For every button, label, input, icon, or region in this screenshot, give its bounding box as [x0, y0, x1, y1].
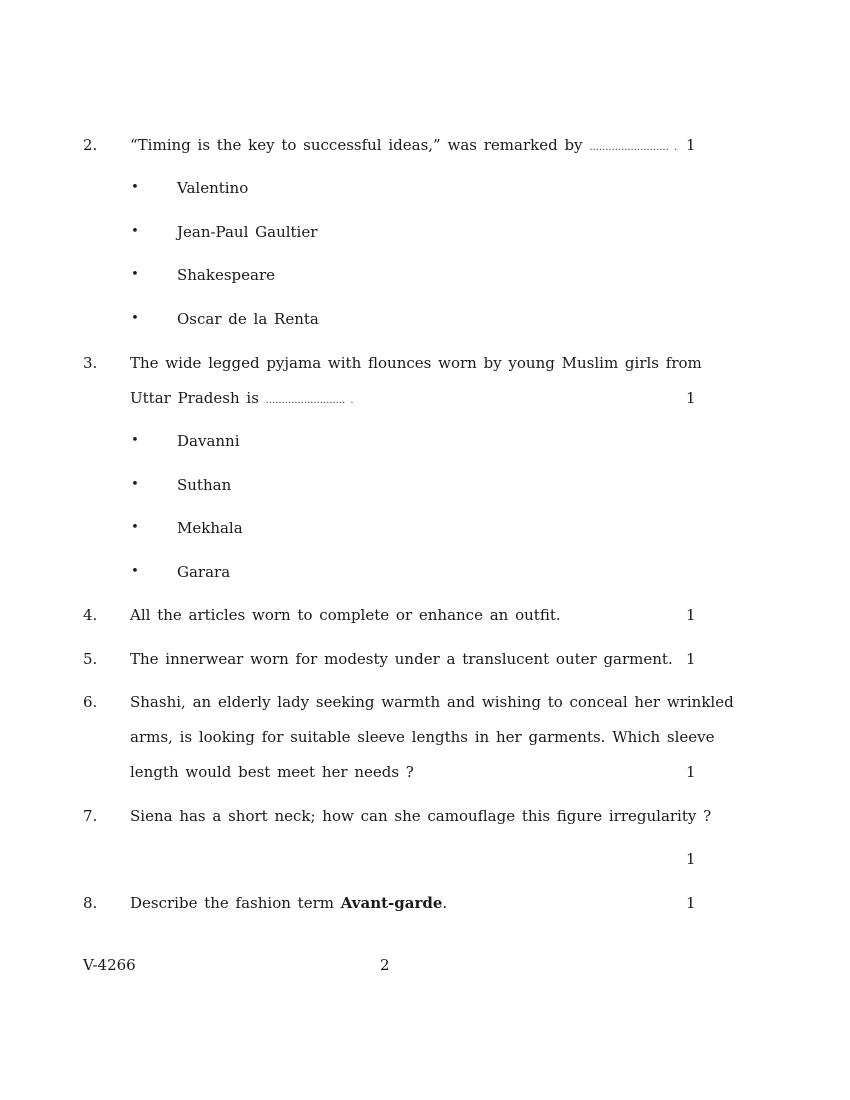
bullet-icon: •: [131, 224, 139, 239]
page-number: 2: [380, 956, 390, 974]
question-text: length would best meet her needs ?: [130, 763, 414, 781]
question-number: 3.: [83, 354, 98, 372]
list-item: [0, 474, 850, 496]
paper-code: V-4266: [83, 956, 136, 974]
list-item: [0, 264, 850, 286]
question-number: 2.: [83, 136, 98, 154]
question-4-line: [0, 604, 850, 626]
question-text: The innerwear worn for modesty under a translucent outer garment.: [130, 650, 673, 668]
question-text: Uttar Pradesh is ......................... .: [130, 389, 354, 407]
question-text: Describe the fashion term Avant-garde.: [130, 894, 448, 912]
list-item: [0, 221, 850, 243]
bullet-icon: •: [131, 477, 139, 492]
question-3-line-1: [0, 352, 850, 374]
bullet-icon: •: [131, 180, 139, 195]
question-number: 4.: [83, 606, 98, 624]
question-marks: 1: [686, 606, 696, 624]
answer-blank: ......................... .: [265, 395, 354, 406]
question-number: 5.: [83, 650, 98, 668]
question-text: The wide legged pyjama with flounces worn by young Muslim girls from: [130, 354, 702, 372]
question-marks: 1: [686, 763, 696, 781]
question-8-line: [0, 892, 850, 914]
option-text: Shakespeare: [177, 266, 276, 284]
question-text: “Timing is the key to successful ideas,” was remarked by ......................... .: [130, 136, 678, 154]
question-text: All the articles worn to complete or enhance an outfit.: [130, 606, 561, 624]
list-item: [0, 177, 850, 199]
question-text: Siena has a short neck; how can she camouflage this figure irregularity ?: [130, 807, 712, 825]
bullet-icon: •: [131, 564, 139, 579]
fashion-term: Avant-garde: [340, 894, 443, 912]
question-2-line: [0, 134, 850, 156]
question-3-line-2: [0, 387, 850, 409]
bullet-icon: •: [131, 433, 139, 448]
question-text: arms, is looking for suitable sleeve lengths in her garments. Which sleeve: [130, 728, 715, 746]
question-text: Shashi, an elderly lady seeking warmth and wishing to conceal her wrinkled: [130, 693, 734, 711]
option-text: Valentino: [177, 179, 249, 197]
list-item: [0, 561, 850, 583]
question-6-line-3: [0, 761, 850, 783]
option-text: Oscar de la Renta: [177, 310, 319, 328]
bullet-icon: •: [131, 520, 139, 535]
list-item: [0, 517, 850, 539]
question-6-line-1: [0, 691, 850, 713]
question-marks: 1: [686, 650, 696, 668]
question-6-line-2: [0, 726, 850, 748]
option-text: Suthan: [177, 476, 232, 494]
question-marks: 1: [686, 850, 696, 868]
question-5-line: [0, 648, 850, 670]
question-7-marks-line: [0, 848, 850, 870]
question-7-line: [0, 805, 850, 827]
option-text: Mekhala: [177, 519, 243, 537]
list-item: [0, 430, 850, 452]
bullet-icon: •: [131, 267, 139, 282]
option-text: Davanni: [177, 432, 240, 450]
page-footer: [0, 954, 850, 976]
list-item: [0, 308, 850, 330]
question-number: 8.: [83, 894, 98, 912]
answer-blank: ......................... .: [589, 142, 678, 153]
bullet-icon: •: [131, 311, 139, 326]
question-marks: 1: [686, 136, 696, 154]
question-marks: 1: [686, 894, 696, 912]
question-number: 6.: [83, 693, 98, 711]
question-number: 7.: [83, 807, 98, 825]
question-marks: 1: [686, 389, 696, 407]
option-text: Jean-Paul Gaultier: [177, 223, 318, 241]
option-text: Garara: [177, 563, 231, 581]
